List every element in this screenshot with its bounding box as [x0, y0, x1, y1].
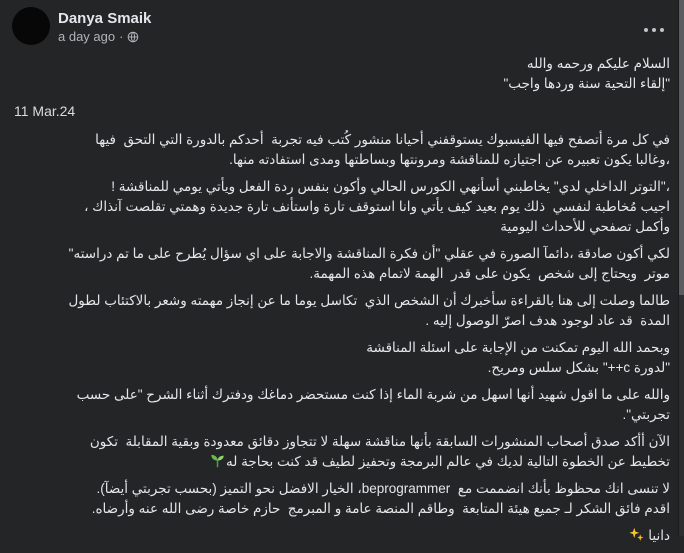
author-name[interactable]: Danya Smaik [58, 10, 152, 27]
ellipsis-icon [660, 28, 664, 32]
scrollbar[interactable] [678, 0, 684, 536]
post-paragraph [14, 385, 670, 425]
ellipsis-icon [652, 28, 656, 32]
post-meta-row [58, 29, 151, 44]
post-paragraph [14, 291, 670, 331]
post-paragraph [14, 338, 670, 378]
post-text-line: 11 Mar.24 [14, 103, 76, 119]
post-paragraph [14, 130, 670, 170]
post-paragraph [14, 526, 670, 546]
ellipsis-icon [644, 28, 648, 32]
avatar[interactable] [12, 7, 50, 45]
more-options-button[interactable] [642, 22, 666, 38]
post-paragraph [14, 177, 670, 237]
post-header [0, 0, 684, 47]
post-text-line: المدة قد عاد لوجود هدف اصرّ الوصول إليه . [425, 313, 670, 328]
post-text-line: وأكمل تصفحي للأحداث اليومية [500, 219, 670, 234]
post-paragraph [14, 54, 670, 94]
seedling-emoji [210, 453, 225, 468]
post-text-line: اقدم فائق الشكر لـ جميع هيئة المتابعة وطاقم المنصة عامة و المبرمج حازم خاصة رضى الله عنه وأرضاه. [91, 501, 670, 516]
post-text-line: موتر ويحتاج إلى شخص يكون على قدر الهمة لاتمام هذه المهمة. [309, 266, 670, 281]
post-text-line: والله على ما اقول شهيد أنها اسهل من شربة الماء إذا كنت مستحضر دماغك ودفترك أثناء الشرح "على حسب [76, 387, 670, 402]
author-meta [58, 7, 151, 44]
post-paragraph [14, 479, 670, 519]
sparkles-emoji [629, 527, 644, 542]
globe-icon [127, 31, 139, 43]
post-text-line: تجربتي". [622, 407, 670, 422]
post-text-line: وبحمد الله اليوم تمكنت من الإجابة على اسئلة المناقشة [366, 340, 670, 355]
post-paragraph [14, 244, 670, 284]
post-text-line: ،وغالبا يكون تعبيره عن اجتيازه للمناقشة ومرونتها وبساطتها ومدى استفادته منها. [229, 152, 670, 167]
post-text-line: طالما وصلت إلى هنا بالقراءة سأخبرك أن الشخص الذي تكاسل يوما ما عن إنجاز مهمته وشعر بالاكتئاب لطول [68, 293, 670, 308]
post-text-line: الآن أأكد صدق أصحاب المنشورات السابقة بأنها مناقشة سهلة لا تتجاوز دقائق معدودة وبقية المقابلة تكون [89, 434, 670, 449]
post-text-line: "لدورة c++" بشكل سلس ومريح. [487, 360, 670, 375]
dot-separator: · [119, 29, 124, 44]
post-text-line: لا تنسى انك محظوظ بأنك انضممت مع beprogrammer، الخيار الافضل نحو التميز (بحسب تجربتي أيضآ). [96, 481, 670, 496]
post-body [0, 47, 684, 553]
timestamp[interactable]: a day ago [58, 29, 116, 44]
post-text-line: لكي أكون صادقة ،دائمآ الصورة في عقلي "أن فكرة المناقشة والاجابة على اي سؤال يُطرح على ما تم دراسته" [68, 246, 670, 261]
post-text-line: ،"التوتر الداخلي لدي" يخاطبني أسأنهي الكورس الحالي وأكون بنفس ردة الفعل ويأتي يومي للمناقشة ! [111, 179, 670, 194]
post-text-line: تخطيط عن الخطوة التالية لديك في عالم البرمجة وتحفيز لطيف قد كنت بحاجة له [14, 452, 670, 472]
scrollbar-thumb[interactable] [679, 0, 684, 295]
post-text-line: في كل مرة أتصفح فيها الفيسبوك يستوقفني أحيانا منشور كُتب فيه تجربة أحدكم بالدورة التي التحق فيها [95, 132, 670, 147]
post-text-line: دانيا [14, 526, 670, 546]
post-paragraph [14, 432, 670, 472]
post-text-line: اجيب مُخاطبة لنفسي ذلك يوم بعيد كيف يأتي وانا استوقف تارة واستأنف تارة جديدة وهمتي تقلصت آنذاك ، [84, 199, 670, 214]
post-date-line [14, 101, 670, 121]
post-text-line: "إلقاء التحية سنة وردها واجب" [503, 76, 670, 91]
post-text-line: السلام عليكم ورحمه والله [526, 56, 670, 71]
